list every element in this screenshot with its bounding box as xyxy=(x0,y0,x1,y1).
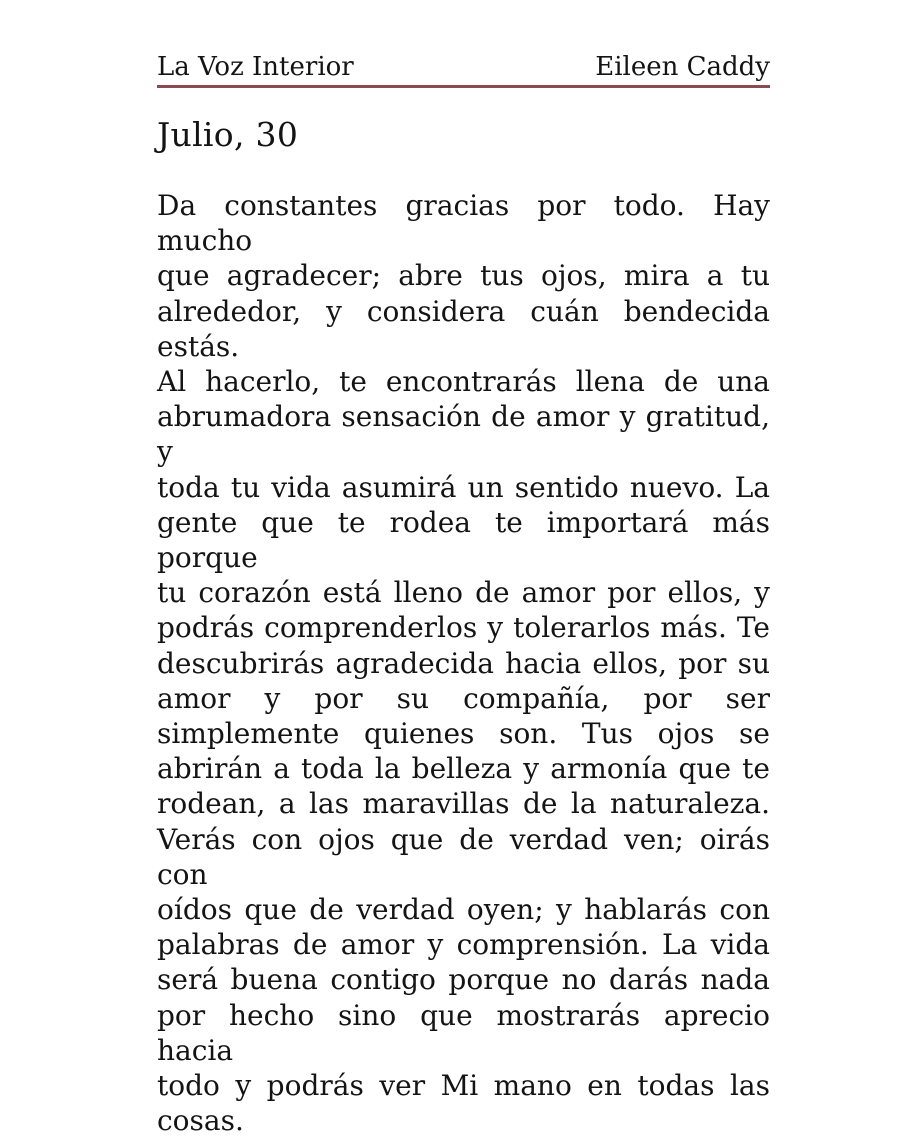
text-line: gente que te rodea te importará más porque xyxy=(157,505,770,575)
text-line: Verás con ojos que de verdad ven; oirás con xyxy=(157,822,770,891)
text-line: será buena contigo porque no darás nada xyxy=(157,963,770,997)
text-line: por hecho sino que mostrarás aprecio hacia xyxy=(157,998,770,1067)
text-line: alrededor, y considera cuán bendecida estás. xyxy=(157,294,770,363)
text-line: Da constantes gracias por todo. Hay mucho xyxy=(157,189,770,258)
text-line: abrirán a toda la belleza y armonía que te xyxy=(157,752,770,786)
text-line: podrás comprenderlos y tolerarlos más. Te xyxy=(157,611,770,645)
text-line: Al hacerlo, te encontrarás llena de una xyxy=(157,365,770,399)
book-title: La Voz Interior xyxy=(157,52,354,82)
text-line: toda tu vida asumirá un sentido nuevo. La xyxy=(157,470,770,504)
page-content xyxy=(157,52,770,1138)
text-line: abrumadora sensación de amor y gratitud, y xyxy=(157,400,770,469)
text-line: tu corazón está lleno de amor por ellos, y xyxy=(157,576,770,610)
text-line: amor y por su compañía, por ser xyxy=(157,681,770,715)
text-line: simplemente quienes son. Tus ojos se xyxy=(157,717,770,751)
text-line: todo y podrás ver Mi mano en todas las xyxy=(157,1069,770,1103)
date-heading: Julio, 30 xyxy=(157,115,299,154)
running-header xyxy=(157,52,770,88)
text-line: oídos que de verdad oyen; y hablarás con xyxy=(157,893,770,927)
text-line: descubrirás agradecida hacia ellos, por su xyxy=(157,646,770,680)
text-line: rodean, a las maravillas de la naturaleza. xyxy=(157,787,770,821)
body-text xyxy=(157,188,770,1138)
book-author: Eileen Caddy xyxy=(595,52,770,82)
text-line: que agradecer; abre tus ojos, mira a tu xyxy=(157,259,770,293)
text-line: cosas. xyxy=(157,1104,244,1138)
text-line: palabras de amor y comprensión. La vida xyxy=(157,928,770,962)
